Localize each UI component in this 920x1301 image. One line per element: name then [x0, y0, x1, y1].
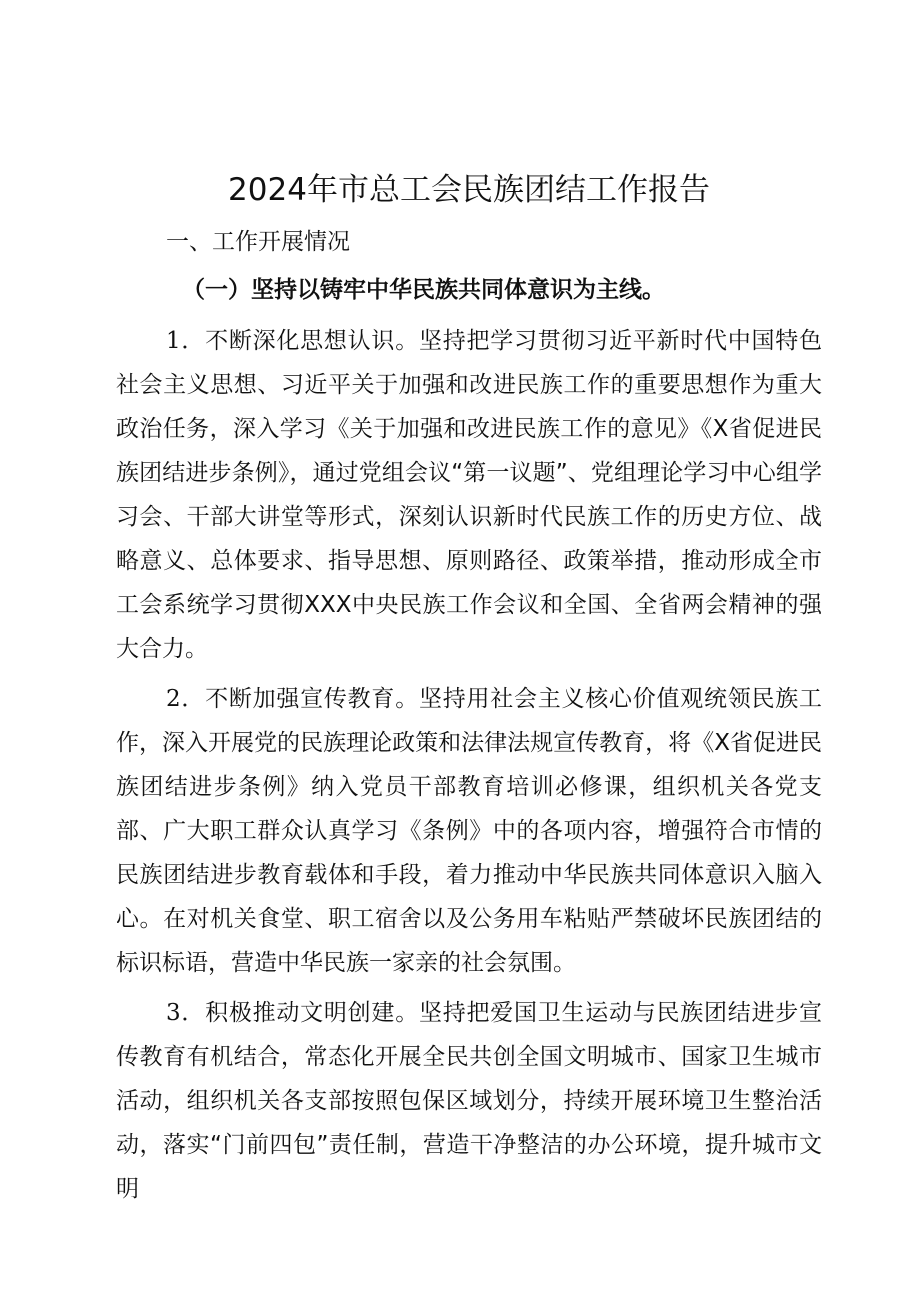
subsection-heading-1: （一）坚持以铸牢中华民族共同体意识为主线。: [182, 277, 665, 303]
paragraph-number: 2．: [166, 686, 206, 712]
paragraph-number: 3．: [166, 1000, 206, 1026]
paragraph-text: 积极推动文明创建。坚持把爱国卫生运动与民族团结进步宣传教育有机结合，常态化开展全民共创全国文明城市、国家卫生城市活动，组织机关各支部按照包保区域划分，持续开展环境卫生整治活动，落实“门前四包”责任制，营造干净整洁的办公环境，提升城市文明: [116, 1000, 823, 1202]
paragraph-text: 不断加强宣传教育。坚持用社会主义核心价值观统领民族工作，深入开展党的民族理论政策和法律法规宣传教育，将《X省促进民族团结进步条例》纳入党员干部教育培训必修课，组织机关各党支部、广大职工群众认真学习《条例》中的各项内容，增强符合市情的民族团结进步教育载体和手段，着力推动中华民族共同体意识入脑入心。在对机关食堂、职工宿舍以及公务用车粘贴严禁破坏民族团结的标识标语，营造中华民族一家亲的社会氛围。: [116, 686, 823, 976]
paragraph-number: 1．: [166, 328, 206, 354]
paragraph-1: [116, 319, 822, 671]
paragraph-2: [116, 677, 822, 985]
document-page: [116, 168, 822, 1217]
paragraph-text: 不断深化思想认识。坚持把学习贯彻习近平新时代中国特色社会主义思想、习近平关于加强和改进民族工作的重要思想作为重大政治任务，深入学习《关于加强和改进民族工作的意见》《X省促进民族团结进步条例》，通过党组会议“第一议题”、党组理论学习中心组学习会、干部大讲堂等形式，深刻认识新时代民族工作的历史方位、战略意义、总体要求、指导思想、原则路径、政策举措，推动形成全市工会系统学习贯彻XXX中央民族工作会议和全国、全省两会精神的强大合力。: [116, 328, 823, 662]
paragraph-3: [116, 991, 822, 1211]
section-heading-1: 一、工作开展情况: [166, 229, 350, 255]
document-title: 2024年市总工会民族团结工作报告: [228, 172, 710, 208]
